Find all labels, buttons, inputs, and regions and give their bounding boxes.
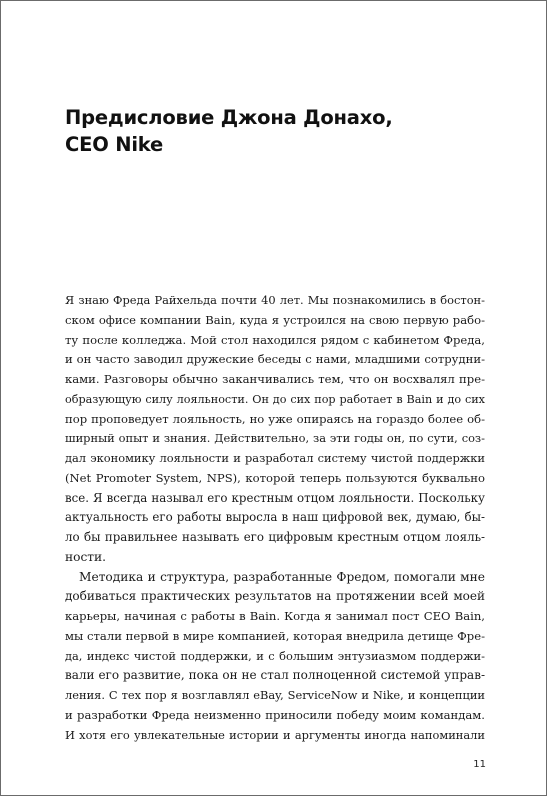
text-line: все. Я всегда называл его крестным отцом лояльности. Поскольку xyxy=(65,490,485,505)
text-line: вали его развитие, пока он не стал полноценной системой управ- xyxy=(65,668,485,683)
text-line: ло бы правильнее называть его цифровым крестным отцом лояль- xyxy=(65,530,485,544)
paragraph-1 xyxy=(65,291,485,568)
paragraph-2 xyxy=(65,568,485,746)
text-line: И хотя его увлекательные истории и аргументы иногда напоминали xyxy=(65,727,485,742)
body-text xyxy=(65,291,485,745)
text-line: карьеры, начиная с работы в Bain. Когда я занимал пост CEO Bain, xyxy=(65,609,485,623)
text-line: ками. Разговоры обычно заканчивались тем, что он восхвалял пре- xyxy=(65,372,485,386)
text-line: и разработки Фреда неизменно приносили победу моим командам. xyxy=(65,707,485,722)
text-line: добиваться практических результатов на протяжении всей моей xyxy=(65,589,485,604)
text-line: (Net Promoter System, NPS), которой теперь пользуются буквально xyxy=(65,470,485,485)
text-line: дал экономику лояльности и разработал систему чистой поддержки xyxy=(65,451,485,465)
text-line: ту после колледжа. Мой стол находился рядом с кабинетом Фреда, xyxy=(65,332,485,347)
chapter-title xyxy=(65,104,485,158)
text-line: мы стали первой в мире компанией, которая внедрила детище Фре- xyxy=(65,628,485,643)
text-line: актуальность его работы выросла в наш цифровой век, думаю, бы- xyxy=(65,510,485,525)
text-line: Я знаю Фреда Райхельда почти 40 лет. Мы познакомились в бостон- xyxy=(65,293,485,307)
text-line: пор проповедует лояльность, но уже опираясь на гораздо более об- xyxy=(65,411,485,426)
text-line: образующую силу лояльности. Он до сих пор работает в Bain и до сих xyxy=(65,392,485,406)
text-line: ности. xyxy=(65,549,107,564)
text-line: и он часто заводил дружеские беседы с нами, младшими сотрудни- xyxy=(65,352,485,367)
text-line: ском офисе компании Bain, куда я устроился на свою первую рабо- xyxy=(65,312,485,327)
text-line: ширный опыт и знания. Действительно, за эти годы он, по сути, соз- xyxy=(65,431,485,446)
chapter-title-line-1: Предисловие Джона Донахо, xyxy=(65,106,393,129)
text-line: да, индекс чистой поддержки, и с большим энтузиазмом поддержи- xyxy=(65,648,485,663)
text-line: Методика и структура, разработанные Фредом, помогали мне xyxy=(79,569,485,584)
page-number: 11 xyxy=(473,759,486,770)
text-line: ления. С тех пор я возглавлял eBay, ServiceNow и Nike, и концепции xyxy=(65,688,485,702)
chapter-title-line-2: CEO Nike xyxy=(65,133,164,156)
